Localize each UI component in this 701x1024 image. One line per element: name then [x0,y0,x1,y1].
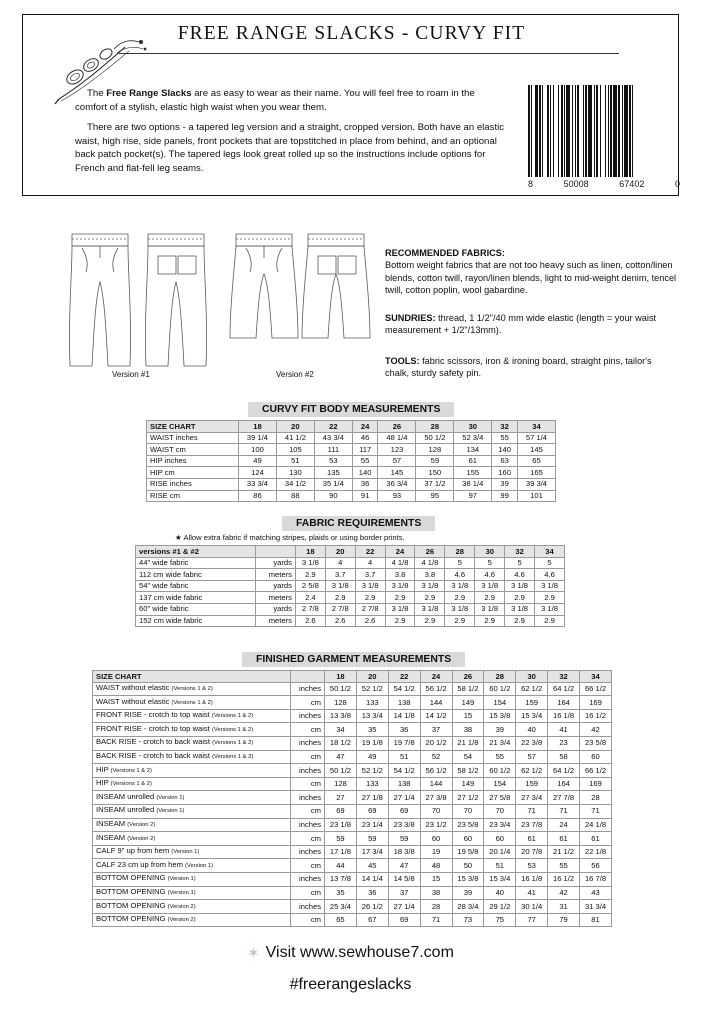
table-row: BACK RISE - crotch to back waist (Versions 1 & 2) inches 18 1/2 19 1/8 19 7/8 20 1/2 21 1/8 21 3/4 22 3/8 23 23 5/8 [93,736,612,750]
header-panel [22,14,679,196]
body-measurements-banner: CURVY FIT BODY MEASUREMENTS [248,402,454,417]
table-row: WAIST without elastic (Versions 1 & 2) inches 50 1/2 52 1/2 54 1/2 56 1/2 58 1/2 60 1/2 62 1/2 64 1/2 66 1/2 [93,682,612,696]
recommended-fabrics-text: Bottom weight fabrics that are not too heavy such as linen, cotton/linen blends, cotton twill, rayon/linen blends, light to mid-weight denim, tencel twill, cotton poplin, wool gabardine. [385,260,677,296]
pants-line-drawings-icon [60,222,380,382]
product-name: Free Range Slacks [106,88,192,99]
table-row: INSEAM unrolled (Version 1) inches 27 27 1/8 27 1/4 27 3/8 27 1/2 27 5/8 27 3/4 27 7/8 28 [93,791,612,805]
website-text[interactable]: Visit www.sewhouse7.com [265,944,454,962]
sundries-block [385,312,677,337]
intro-text [75,87,505,183]
recommended-fabrics-heading: RECOMMENDED FABRICS: [385,248,505,258]
table-row: INSEAM unrolled (Version 1) cm 69 69 69 70 70 70 71 71 71 [93,804,612,818]
table-row: BOTTOM OPENING (Version 1) cm 35 36 37 38 39 40 41 42 43 [93,886,612,900]
sundries-text: thread, 1 1/2"/40 mm wide elastic (length = your waist measurement + 1/2"/13mm). [385,313,657,336]
fabric-requirements-banner: FABRIC REQUIREMENTS [282,516,435,531]
table-row: BACK RISE - crotch to back waist (Versions 1 & 2) cm 47 49 51 52 54 55 57 58 60 [93,750,612,764]
table-row: INSEAM (Version 2) cm 59 59 59 60 60 60 61 61 61 [93,832,612,846]
table-row: FRONT RISE - crotch to top waist (Versions 1 & 2) cm 34 35 36 37 38 39 40 41 42 [93,723,612,737]
table-row: HIP inches 49 51 53 55 57 59 61 63 65 [147,455,556,467]
page-title: FREE RANGE SLACKS - CURVY FIT [177,23,526,44]
table-row: WAIST without elastic (Versions 1 & 2) cm 128 133 138 144 149 154 159 164 169 [93,696,612,710]
table-row: BOTTOM OPENING (Version 1) inches 13 7/8 14 1/4 14 5/8 15 15 3/8 15 3/4 16 1/8 16 1/2 16 7/8 [93,872,612,886]
footer [0,944,701,994]
barcode-digits [528,177,680,189]
fabric-requirements-table: versions #1 & #2 18 20 22 24 26 28 30 32 34 44" wide fabric yards 3 1/8 4 4 4 1/8 4 1/8 5 5 5 5 112 cm wide fabric meters 2.9 3.7 3.7 3.8 3.8 4.6 4.6 4.6 4.6 54" wide fabric yards 2 5/8 3 1/8 3 1/8 3 1/8 3 1/8 3 1/8 3 1/8 3 1/8 3 1/8 137 cm wide fabric meters 2.4 2.9 2.9 2.9 2.9 2.9 2.9 2.9 2.9 60" wide fabric yards 2 7/8 2 7/8 2 7/8 3 1/8 3 1/8 3 1/8 3 1/8 3 1/8 3 1/8 152 cm wide fabric meters 2.6 2.6 2.6 2.9 2.9 2.9 2.9 2.9 2.9 [135,545,565,627]
fabric-note: ★ Allow extra fabric if matching stripes, plaids or using border prints. [175,533,405,542]
barcode-bars [528,85,680,177]
technical-drawings [60,222,380,402]
table-row: WAIST cm 100 105 111 117 123 128 134 140 145 [147,444,556,456]
recommended-fabrics-block [385,247,677,297]
intro-paragraph-2: There are two options - a tapered leg version and a straight, cropped version. Both have an elastic waist, high rise, side panels, front pockets that are topstitched in place from behind, and an optional back patch pocket(s). The tapered legs look great rolled up so the instructions include options for French and flat-fell leg seams. [75,122,505,174]
table-row: BOTTOM OPENING (Version 2) cm 65 67 69 71 73 75 77 79 81 [93,913,612,927]
table-row: 152 cm wide fabric meters 2.6 2.6 2.6 2.9 2.9 2.9 2.9 2.9 2.9 [136,615,565,627]
table-row: HIP cm 124 130 135 140 145 150 155 160 165 [147,467,556,479]
table-row: FRONT RISE - crotch to top waist (Versions 1 & 2) inches 13 3/8 13 3/4 14 1/8 14 1/2 15 15 3/8 15 3/4 16 1/8 16 1/2 [93,709,612,723]
table-row: HIP (Versions 1 & 2) cm 128 133 138 144 149 154 159 164 169 [93,777,612,791]
barcode-digit-0: 8 [528,179,534,189]
version1-caption: Version #1 [112,370,150,379]
table-row: HIP (Versions 1 & 2) inches 50 1/2 52 1/2 54 1/2 56 1/2 58 1/2 60 1/2 62 1/2 64 1/2 66 1/2 [93,764,612,778]
star-icon: ✶ [247,945,260,962]
intro-p1-post: are as easy to wear as their name. You will feel free to roam in the comfort of a stylish, elastic high waist when you wear them. [75,88,475,113]
body-measurements-table: SIZE CHART 18 20 22 24 26 28 30 32 34 WAIST inches 39 1/4 41 1/2 43 3/4 46 48 1/4 50 1/2 52 3/4 55 57 1/4 WAIST cm 100 105 111 117 123 128 134 140 145 HIP inches 49 51 53 55 57 59 61 63 65 HIP cm 124 130 135 140 145 150 155 160 165 RISE inches 33 3/4 34 1/2 35 1/4 36 36 3/4 37 1/2 38 1/4 39 39 3/4 RISE cm 86 88 90 91 93 95 97 99 101 [146,420,556,502]
website-line [0,944,701,962]
table-row: 137 cm wide fabric meters 2.4 2.9 2.9 2.9 2.9 2.9 2.9 2.9 2.9 [136,592,565,604]
table-row: 60" wide fabric yards 2 7/8 2 7/8 2 7/8 3 1/8 3 1/8 3 1/8 3 1/8 3 1/8 3 1/8 [136,603,565,615]
table-row: CALF 23 cm up from hem (Version 1) cm 44 45 47 48 50 51 53 55 56 [93,859,612,873]
barcode-digit-2: 67402 [619,179,645,189]
table-row: RISE cm 86 88 90 91 93 95 97 99 101 [147,490,556,502]
table-row: 44" wide fabric yards 3 1/8 4 4 4 1/8 4 1/8 5 5 5 5 [136,557,565,569]
table-row: BOTTOM OPENING (Version 2) inches 25 3/4 26 1/2 27 1/4 28 28 3/4 29 1/2 30 1/4 31 31 3/4 [93,900,612,914]
barcode-digit-1: 50008 [563,179,589,189]
tools-heading: TOOLS: [385,356,420,366]
sundries-heading: SUNDRIES: [385,313,436,323]
finished-measurements-table: SIZE CHART 18 20 22 24 26 28 30 32 34 WAIST without elastic (Versions 1 & 2) inches 50 1/2 52 1/2 54 1/2 56 1/2 58 1/2 60 1/2 62 1/2 64 1/2 66 1/2 WAIST without elastic (Versions 1 & 2) cm 128 133 138 144 149 154 159 164 169 FRONT RISE - crotch to top waist (Versions 1 & 2) inches 13 3/8 13 3/4 14 1/8 14 1/2 15 15 3/8 15 3/4 16 1/8 16 1/2 FRONT RISE - crotch to top waist (Versions 1 & 2) cm 34 35 36 37 38 39 40 41 42 BACK RISE - crotch to back waist (Versions 1 & 2) inches 18 1/2 19 1/8 19 7/8 20 1/2 21 1/8 21 3/4 22 3/8 23 23 5/8 BACK RISE - crotch to back waist (Versions 1 & 2) cm 47 49 51 52 54 55 57 58 60 HIP (Versions 1 & 2) inches 50 1/2 52 1/2 54 1/2 56 1/2 58 1/2 60 1/2 62 1/2 64 1/2 66 1/2 HIP (Versions 1 & 2) cm 128 133 138 144 149 154 159 164 169 INSEAM unrolled (Version 1) inches 27 27 1/8 27 1/4 27 3/8 27 1/2 27 5/8 27 3/4 27 7/8 28 INSEAM unrolled (Version 1) cm 69 69 69 70 70 70 71 71 71 INSEAM (Version 2) inches 23 1/8 23 1/4 23 3/8 23 1/2 23 5/8 23 3/4 23 7/8 24 24 1/8 INSEAM (Version 2) cm 59 59 59 60 60 60 61 61 61 CALF 9" up from hem (Version 1) inches 17 1/8 17 3/4 18 3/8 19 19 5/8 20 1/4 20 7/8 21 1/2 22 1/8 CALF 23 cm up from hem (Version 1) cm 44 45 47 48 50 51 53 55 56 BOTTOM OPENING (Version 1) inches 13 7/8 14 1/4 14 5/8 15 15 3/8 15 3/4 16 1/8 16 1/2 16 7/8 BOTTOM OPENING (Version 1) cm 35 36 37 38 39 40 41 42 43 BOTTOM OPENING (Version 2) inches 25 3/4 26 1/2 27 1/4 28 28 3/4 29 1/2 30 1/4 31 31 3/4 BOTTOM OPENING (Version 2) cm 65 67 69 71 73 75 77 79 81 [92,670,612,927]
table-row: INSEAM (Version 2) inches 23 1/8 23 1/4 23 3/8 23 1/2 23 5/8 23 3/4 23 7/8 24 24 1/8 [93,818,612,832]
table-row: CALF 9" up from hem (Version 1) inches 17 1/8 17 3/4 18 3/8 19 19 5/8 20 1/4 20 7/8 21 1/2 22 1/8 [93,845,612,859]
tools-block [385,355,677,380]
barcode-digit-3: 0 [674,179,680,189]
hashtag-line: #freerangeslacks [289,976,412,994]
tools-text: fabric scissors, iron & ironing board, straight pins, tailor's chalk, sturdy safety pin. [385,356,652,379]
table-row: 54" wide fabric yards 2 5/8 3 1/8 3 1/8 3 1/8 3 1/8 3 1/8 3 1/8 3 1/8 3 1/8 [136,580,565,592]
table-row: 112 cm wide fabric meters 2.9 3.7 3.7 3.8 3.8 4.6 4.6 4.6 4.6 [136,569,565,581]
barcode [528,85,680,205]
intro-p1-pre: The [87,88,107,99]
version2-caption: Version #2 [276,370,314,379]
finished-measurements-banner: FINISHED GARMENT MEASUREMENTS [242,652,465,667]
table-row: RISE inches 33 3/4 34 1/2 35 1/4 36 36 3/4 37 1/2 38 1/4 39 39 3/4 [147,478,556,490]
table-row: WAIST inches 39 1/4 41 1/2 43 3/4 46 48 1/4 50 1/2 52 3/4 55 57 1/4 [147,432,556,444]
title-divider [119,53,619,54]
intro-paragraph-1 [75,87,505,114]
